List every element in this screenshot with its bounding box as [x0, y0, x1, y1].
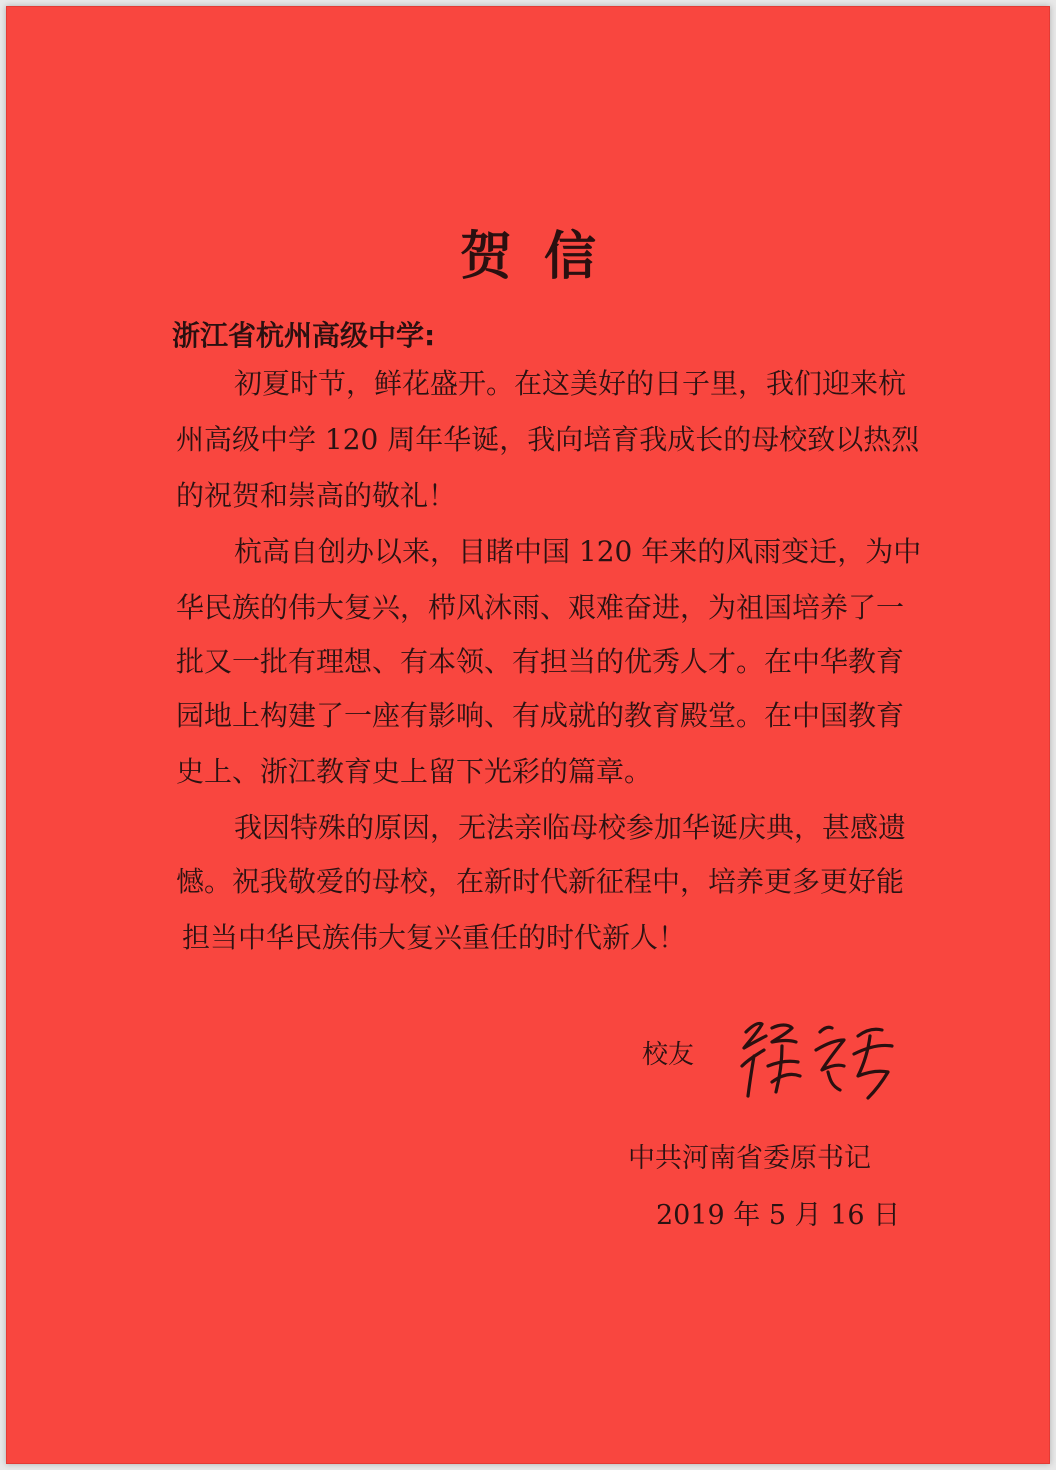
body-line: 华民族的伟大复兴，栉风沐雨、艰难奋进，为祖国培养了一 — [176, 591, 905, 624]
body-line: 园地上构建了一座有影响、有成就的教育殿堂。在中国教育 — [176, 699, 905, 732]
signer-title: 中共河南省委原书记 — [628, 1143, 871, 1174]
body-line: 担当中华民族伟大复兴重任的时代新人！ — [182, 921, 687, 954]
body-line: 初夏时节，鲜花盛开。在这美好的日子里，我们迎来杭 — [234, 367, 907, 400]
body-line: 史上、浙江教育史上留下光彩的篇章。 — [176, 755, 653, 788]
body-line: 批又一批有理想、有本领、有担当的优秀人才。在中华教育 — [176, 645, 905, 678]
handwritten-signature — [732, 1006, 902, 1106]
body-line: 憾。祝我敬爱的母校，在新时代新征程中，培养更多更好能 — [176, 865, 905, 898]
letter-date: 2019 年 5 月 16 日 — [656, 1200, 901, 1231]
closing-label: 校友 — [642, 1040, 695, 1070]
body-line: 杭高自创办以来，目睹中国 120 年来的风雨变迁，为中 — [234, 535, 922, 568]
salutation: 浙江省杭州高级中学: — [172, 319, 436, 352]
letter-page — [6, 6, 1050, 1464]
body-line: 州高级中学 120 周年华诞，我向培育我成长的母校致以热烈 — [176, 423, 920, 456]
letter-title: 贺信 — [459, 227, 628, 287]
body-line: 我因特殊的原因，无法亲临母校参加华诞庆典，甚感遗 — [234, 811, 907, 844]
body-line: 的祝贺和崇高的敬礼！ — [176, 479, 457, 512]
